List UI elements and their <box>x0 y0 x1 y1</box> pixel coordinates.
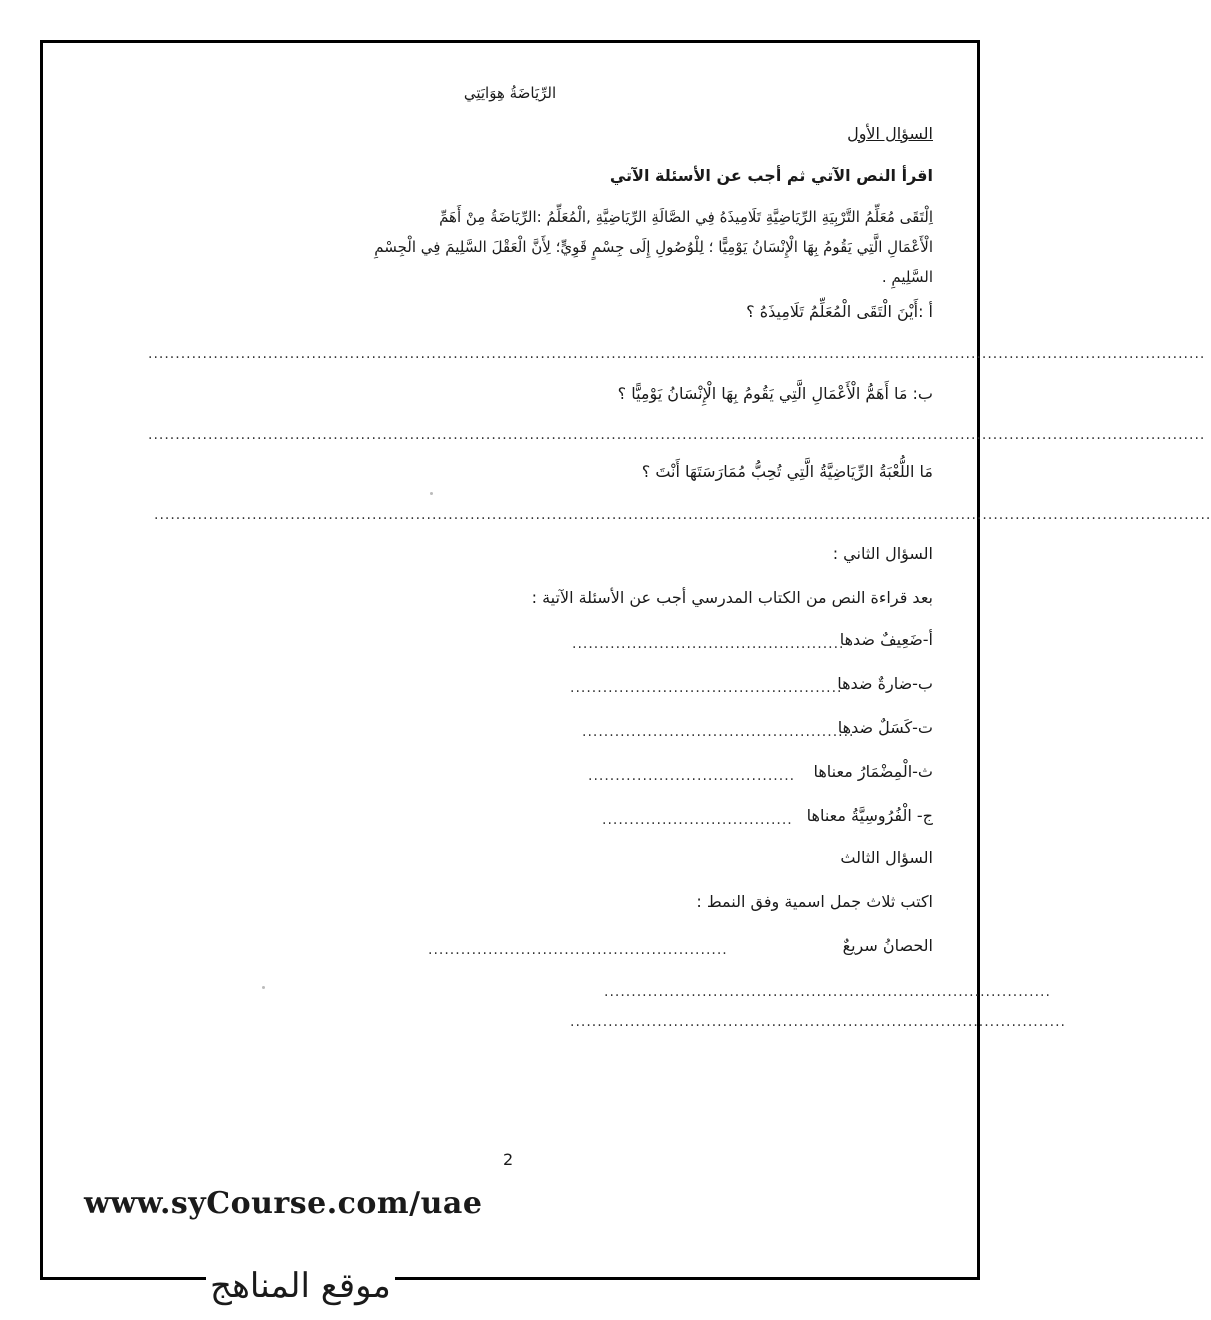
answer-line[interactable]: .................................................................................................................................................................................................. <box>148 346 1206 362</box>
answer-line[interactable]: .................................................. <box>572 636 845 652</box>
q3-heading: السؤال الثالث <box>840 848 933 867</box>
q3-example: الحصانُ سريعٌ <box>842 936 933 955</box>
q2-item-4: ث-الْمِضْمَارُ معناها <box>813 762 933 781</box>
q2-item-1: أ-ضَعِيفٌ ضدها <box>839 630 933 649</box>
answer-line[interactable]: ....................................................... <box>428 942 728 958</box>
site-name-stamp: موقع المناهج <box>206 1260 395 1312</box>
q1-instruction: اقرأ النص الآتي ثم أجب عن الأسئلة الآتي <box>609 166 933 185</box>
scan-speck <box>262 986 265 989</box>
answer-line[interactable]: ...................................... <box>588 768 796 784</box>
page-border <box>40 40 1211 1280</box>
q2-item-2: ب-ضارةٌ ضدها <box>837 674 933 693</box>
q1-question-a: أ :أَيْنَ الْتَقَى الْمُعَلِّمُ تَلَامِيذَهُ ؟ <box>746 302 933 321</box>
q1-question-b: ب: مَا أَهَمُّ الْأَعْمَالِ الَّتِي يَقُومُ بِهَا الْإِنْسَانُ يَوْمِيًّا ؟ <box>617 384 933 403</box>
scan-speck <box>430 492 433 495</box>
website-url: www.syCourse.com/uae <box>84 1186 483 1221</box>
answer-line[interactable]: .................................................. <box>582 724 855 740</box>
q1-passage-line-3: السَّلِيمِ . <box>881 268 933 286</box>
answer-line[interactable]: ........................................................................................... <box>570 1014 1066 1030</box>
answer-line[interactable]: .................................................................................................................................................................................................. <box>154 507 1211 523</box>
q1-question-c: مَا اللُّعْبَةُ الرِّيَاضِيَّةُ الَّتِي تُحِبُّ مُمَارَسَتَهَا أَنْتَ ؟ <box>641 462 933 481</box>
page-number: 2 <box>503 1150 514 1169</box>
answer-line[interactable]: .................................................................................. <box>604 984 1051 1000</box>
q3-instruction: اكتب ثلاث جمل اسمية وفق النمط : <box>696 892 933 911</box>
q2-heading: السؤال الثاني : <box>832 544 933 563</box>
q2-item-5: ج- الْفُرُوسِيَّةُ معناها <box>806 806 933 825</box>
q1-heading: السؤال الأول <box>847 124 933 143</box>
q1-passage-line-1: اِلْتَقَى مُعَلِّمُ التَّرْبِيَةِ الرِّيَاضِيَّةِ تَلَامِيذَهُ فِي الصَّالَةِ الرِّيَاضِيَّةِ ,الْمُعَلِّمُ :الرِّيَاضَةُ مِنْ أَهَمِّ <box>439 208 933 226</box>
answer-line[interactable]: .................................................. <box>570 680 843 696</box>
page-title: الرِّيَاضَةُ هِوَايَتِي <box>463 84 557 102</box>
q2-item-3: ت-كَسَلٌ ضدها <box>837 718 933 737</box>
answer-line[interactable]: ................................... <box>602 812 793 828</box>
answer-line[interactable]: .................................................................................................................................................................................................. <box>148 427 1206 443</box>
q1-passage-line-2: الْأَعْمَالِ الَّتِي يَقُومُ بِهَا الْإِنْسَانُ يَوْمِيًّا ؛ لِلْوُصُولِ إِلَى جِسْمٍ قَوِيٍّ؛ لِأَنَّ الْعَقْلَ السَّلِيمَ فِي الْجِسْمِ <box>374 238 933 256</box>
q2-instruction: بعد قراءة النص من الكتاب المدرسي أجب عن الأسئلة الآتية : <box>531 588 933 607</box>
